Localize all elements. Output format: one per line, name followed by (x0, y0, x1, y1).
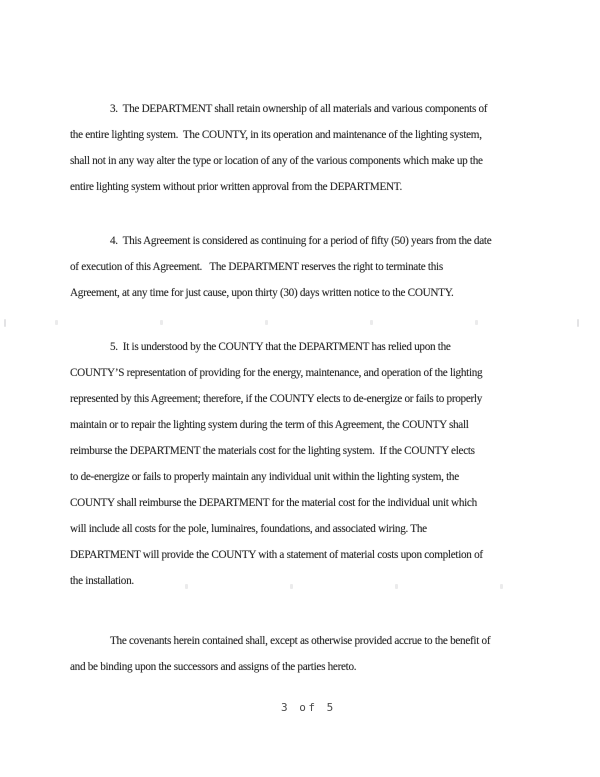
page-number: 3 of 5 (281, 701, 336, 714)
scan-artifact (395, 584, 398, 589)
text-line: The covenants herein contained shall, except as otherwise provided accrue to the benefit of (110, 635, 491, 647)
text-line: maintain or to repair the lighting system during the term of this Agreement, the COUNTY shall (70, 419, 469, 431)
scan-artifact (55, 320, 58, 325)
text-line: entire lighting system without prior written approval from the DEPARTMENT. (70, 181, 402, 193)
scan-artifact (290, 584, 293, 589)
text-line: 4. This Agreement is considered as continuing for a period of fifty (50) years from the date (110, 235, 492, 247)
text-line: will include all costs for the pole, luminaires, foundations, and associated wiring. The (70, 523, 427, 535)
scan-artifact (265, 320, 268, 325)
closing-paragraph (70, 628, 540, 680)
paragraph-5 (70, 334, 540, 594)
text-line: 5. It is understood by the COUNTY that the DEPARTMENT has relied upon the (110, 341, 451, 353)
scan-artifact (185, 584, 188, 589)
text-line: COUNTY’S representation of providing for the energy, maintenance, and operation of the lighting (70, 367, 483, 379)
text-line: shall not in any way alter the type or location of any of the various components which make up the (70, 155, 483, 167)
text-line: DEPARTMENT will provide the COUNTY with a statement of material costs upon completion of (70, 549, 483, 561)
text-line: the installation. (70, 575, 134, 587)
text-line: and be binding upon the successors and assigns of the parties hereto. (70, 661, 357, 673)
scan-artifact (4, 319, 6, 327)
text-line: Agreement, at any time for just cause, upon thirty (30) days written notice to the COUNTY. (70, 287, 454, 299)
paragraph-4 (70, 228, 540, 306)
text-line: the entire lighting system. The COUNTY, in its operation and maintenance of the lighting system, (70, 129, 482, 141)
scan-artifact (577, 319, 579, 327)
text-line: to de-energize or fails to properly maintain any individual unit within the lighting system, the (70, 471, 459, 483)
text-line: COUNTY shall reimburse the DEPARTMENT for the material cost for the individual unit which (70, 497, 477, 509)
text-line: reimburse the DEPARTMENT the materials cost for the lighting system. If the COUNTY elects (70, 445, 475, 457)
scan-artifact (160, 320, 163, 325)
text-line: of execution of this Agreement. The DEPARTMENT reserves the right to terminate this (70, 261, 443, 273)
scan-artifact (500, 584, 503, 589)
text-line: represented by this Agreement; therefore, if the COUNTY elects to de-energize or fails to properly (70, 393, 483, 405)
scan-artifact (370, 320, 373, 325)
scan-artifact (475, 320, 478, 325)
paragraph-3 (70, 96, 540, 200)
text-line: 3. The DEPARTMENT shall retain ownership of all materials and various components of (110, 103, 488, 115)
